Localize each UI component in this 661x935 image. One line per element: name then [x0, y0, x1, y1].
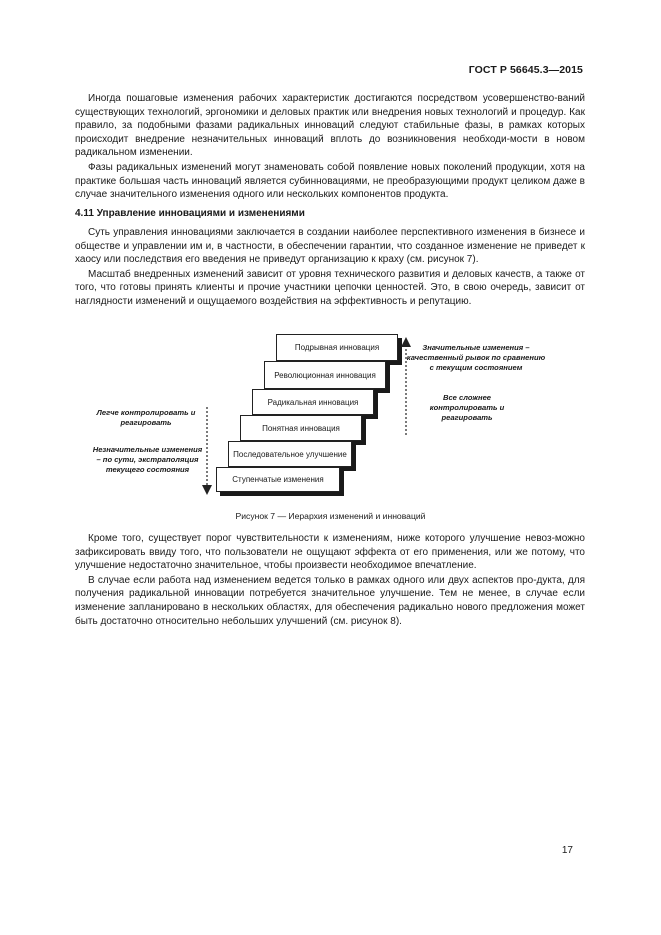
note-significant-changes: Значительные изменения – качественный рывок по сравнению с текущим состоянием — [406, 343, 546, 372]
step-disruptive: Подрывная инновация — [276, 334, 398, 361]
text-block-top — [75, 92, 585, 203]
paragraph: Суть управления инновациями заключается в создании наиболее перспективного изменения в бизнесе и обществе и управлении им и, в частности, в обеспечении гарантии, что созданное изменение не приведет к хаосу или последствия его введения не приведут организацию к краху (см. рисунок 7). — [75, 227, 585, 266]
paragraph: В случае если работа над изменением ведется только в рамках одного или двух аспектов про-дукта, для получения радикальной инновации потребуется значительное улучшение. Тем не менее, в случае если изменение запланировано в нескольких областях, для обеспечения радикально нового предложения может быть достаточно относительно небольших улучшений (см. рисунок 8). — [75, 574, 585, 627]
section-heading: 4.11 Управление инновациями и изменениями — [75, 208, 305, 219]
step-incremental: Ступенчатые изменения — [216, 467, 340, 492]
step-radical: Радикальная инновация — [252, 389, 374, 415]
step-revolutionary: Революционная инновация — [264, 361, 386, 389]
page-number: 17 — [561, 845, 573, 856]
note-harder-control: Все сложнее контролировать и реагировать — [429, 393, 505, 422]
figure-caption: Рисунок 7 — Иерархия изменений и инноваций — [235, 511, 426, 521]
step-sequential: Последовательное улучшение — [228, 441, 352, 467]
figure-innovation-hierarchy — [0, 325, 661, 515]
paragraph: Масштаб внедренных изменений зависит от уровня технического развития и деловых качеств, а также от того, что готовы принять клиенты и прочие участники цепочки ценностей. Это, в свою очередь, зависит от наглядности изменений и ощущаемого воздействия на эффективность и репутацию. — [75, 268, 585, 307]
paragraph: Фазы радикальных изменений могут знаменовать собой появление новых поколений продукции, хотя на практике большая часть инноваций является субинновациями, не преобразующими продукт целиком даже в случае значительного изменения одного или нескольких компонентов продукта. — [75, 161, 585, 201]
document-code: ГОСТ Р 56645.3—2015 — [468, 64, 583, 76]
step-understandable: Понятная инновация — [240, 415, 362, 441]
text-block-middle — [75, 226, 585, 310]
text-block-bottom — [75, 532, 585, 629]
paragraph: Кроме того, существует порог чувствительности к изменениям, ниже которого улучшение невоз-можно зафиксировать ввиду того, что пользователи не ощущают эффекта от его применения, или же потому, что улучшение недостаточно значительное, чтобы произвести необходимое впечатление. — [75, 533, 585, 572]
note-minor-changes: Незначительные изменения – по сути, экстраполяция текущего состояния — [92, 445, 203, 474]
paragraph: Иногда пошаговые изменения рабочих характеристик достигаются посредством усовершенство-ваний существующих технологий, эргономики и деловых практик или внедрения новых технологий и процедур. Как правило, за подобными фазами радикальных инноваций следуют стабильные фазы, в рамках которых происходит внедрение незначительных инноваций вплоть до возникновения необходи-мости в новом радикальном изменении. — [75, 93, 585, 159]
note-easier-control: Легче контролировать и реагировать — [96, 408, 196, 427]
